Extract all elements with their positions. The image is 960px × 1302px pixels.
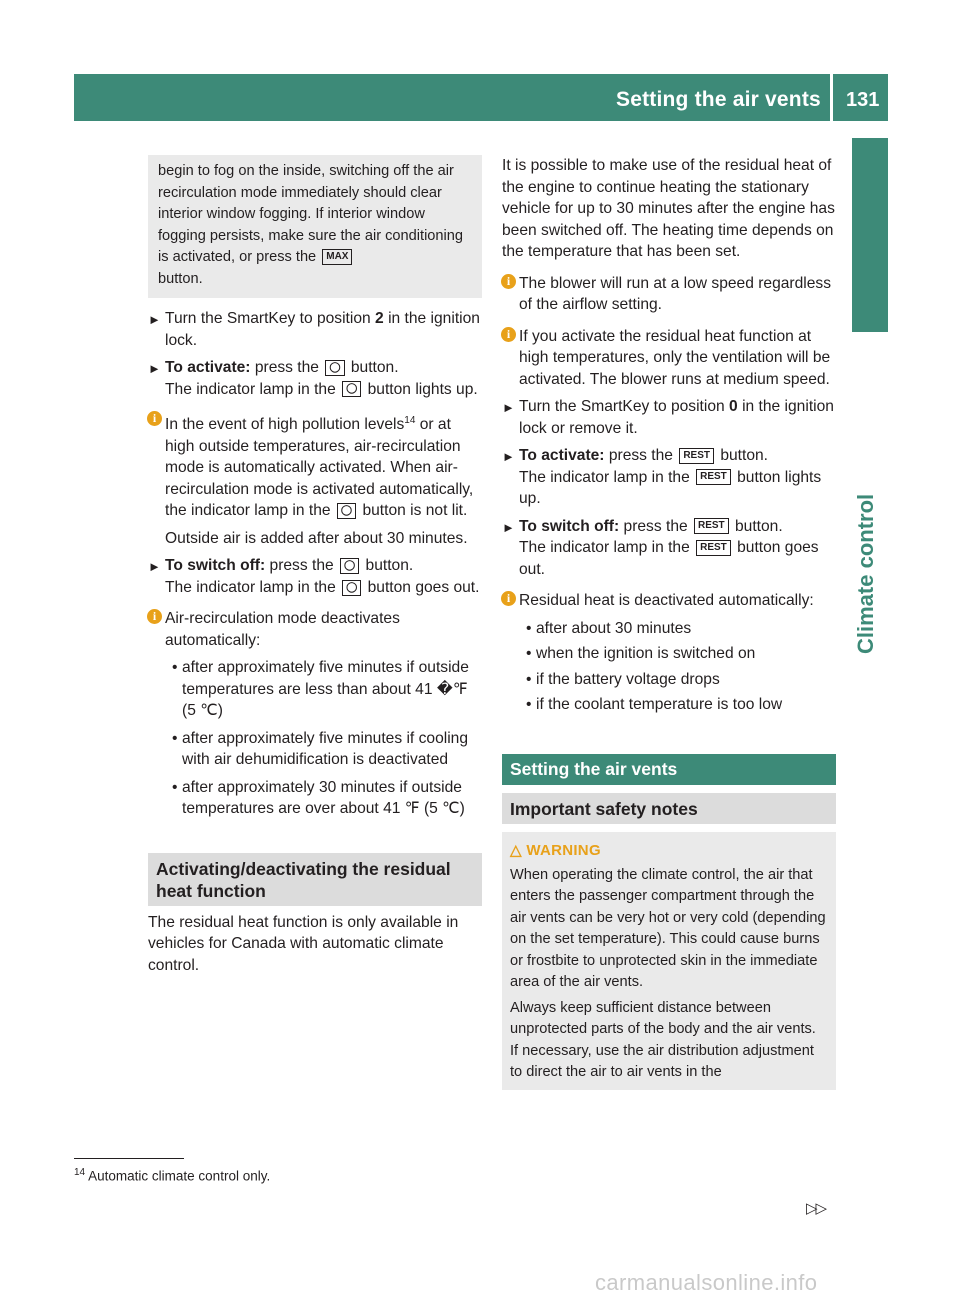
step-turn-key [148, 308, 482, 351]
footnote-rule [74, 1158, 184, 1159]
footnote [74, 1167, 270, 1184]
info-text: Outside air is added after about 30 minutes. [165, 529, 468, 547]
page-number: 131 [846, 89, 880, 111]
info-text: Residual heat is deactivated automatically: [519, 592, 814, 609]
bullet-icon: • [526, 619, 532, 637]
bullet-icon: • [172, 778, 178, 796]
rest-button-icon: REST [694, 518, 729, 534]
side-tab-block [852, 138, 888, 332]
step-text: The indicator lamp in the [165, 380, 341, 398]
warning-box [502, 832, 836, 1090]
info-pollution [148, 410, 482, 522]
warning-title [510, 840, 828, 862]
list-item-text: if the battery voltage drops [536, 670, 720, 688]
right-column [502, 155, 836, 1090]
main-heading: Setting the air vents [502, 754, 836, 786]
warning-paragraph: Always keep sufficient distance between unprotected parts of the body and the air vents. If necessary, use the air distribution adjustment to direct the air to air vents in the [510, 999, 816, 1080]
section-text: The residual heat function is only available in vehicles for Canada with automatic climate control. [148, 913, 459, 974]
step-text: button. [346, 359, 399, 376]
list-item [502, 694, 836, 716]
info-icon: i [501, 274, 516, 289]
info-icon: i [147, 411, 162, 426]
air-recirculation-icon: ◯ [342, 381, 361, 397]
list-item [502, 643, 836, 665]
arrow-icon: ► [502, 400, 515, 415]
continue-arrows-icon: ▷▷ [806, 1200, 826, 1217]
step-text: The indicator lamp in the [519, 539, 695, 556]
step-activate [148, 357, 482, 400]
step-text: button goes out. [519, 539, 819, 578]
air-recirculation-icon: ◯ [340, 558, 359, 574]
info-icon: i [147, 609, 162, 624]
info-text: If you activate the residual heat function at high temperatures, only the ventilation will be activated. The blower runs at medium speed. [519, 327, 831, 388]
section-heading-residual-heat: Activating/deactivating the residual heat function [148, 853, 482, 906]
step-text: press the [265, 557, 338, 575]
page-section-title: Setting the air vents [616, 88, 821, 111]
bullet-icon: • [526, 645, 532, 662]
step-switch-off [148, 555, 482, 598]
bullet-icon: • [172, 729, 178, 747]
list-item [148, 728, 482, 771]
step-text: button. [361, 557, 414, 575]
step-text: press the [619, 517, 692, 535]
list-item [502, 618, 836, 640]
watermark: carmanualsonline.info [595, 1270, 818, 1295]
max-defrost-icon: MAX [322, 249, 352, 265]
arrow-icon: ► [148, 559, 161, 575]
bullet-icon: • [526, 696, 532, 713]
info-blower [502, 273, 836, 316]
side-tab-label: Climate control [853, 493, 878, 654]
info-icon: i [501, 591, 516, 606]
arrow-icon: ► [148, 312, 161, 327]
step-label: To activate: [519, 447, 605, 464]
step-value: 0 [729, 398, 738, 415]
rest-button-icon: REST [696, 540, 731, 556]
bullet-icon: • [526, 670, 532, 688]
note-box-end: button. [158, 270, 203, 287]
list-item [148, 777, 482, 820]
footnote-ref: 14 [404, 415, 416, 426]
list-item [148, 657, 482, 722]
info-text: Air-recirculation mode deactivates automatically: [165, 610, 400, 649]
air-recirculation-icon: ◯ [342, 580, 361, 596]
step-text: button. [730, 517, 783, 535]
step-text: The indicator lamp in the [519, 468, 695, 486]
air-recirculation-icon: ◯ [337, 503, 356, 519]
info-text: In the event of high pollution levels [165, 416, 405, 434]
step-switch-off [502, 516, 836, 581]
info-icon: i [501, 327, 516, 342]
info-high-temp [502, 326, 836, 391]
step-label: To switch off: [165, 557, 266, 575]
list-item-text: after approximately five minutes if outside temperatures are less than about 41 �℉ (5 ℃) [182, 659, 469, 720]
intro-text: It is possible to make use of the residual heat of the engine to continue heating the stationary vehicle for up to 30 minutes after the engine has been switched off. The heating time depends on the temperature that has been set. [502, 157, 835, 260]
air-recirculation-icon: ◯ [325, 360, 344, 376]
list-item-text: after about 30 minutes [536, 619, 692, 637]
note-box [148, 155, 482, 298]
step-text: in the ignition lock or remove it. [519, 398, 834, 437]
info-text: The blower will run at a low speed regardless of the airflow setting. [519, 274, 832, 313]
warning-triangle-icon: △ [510, 842, 522, 859]
step-label: To switch off: [519, 517, 620, 535]
info-text: or at high outside temperatures, air-recirculation mode is automatically activated. When air-recirculation mode is activated automatically, the indicator lamp in the [165, 416, 474, 520]
info-deactivates [148, 608, 482, 651]
warning-paragraph: When operating the climate control, the air that enters the passenger compartment through the air vents can be very hot or very cold (depending on the set temperature). This could cause burns or frostbite to unprotected skin in the immediate area of the air vents. [510, 866, 826, 990]
rest-button-icon: REST [696, 469, 731, 485]
arrow-icon: ► [502, 449, 515, 464]
list-item-text: when the ignition is switched on [536, 645, 756, 662]
rest-button-icon: REST [679, 448, 714, 464]
step-text: press the [250, 359, 324, 376]
bullet-icon: • [172, 659, 178, 677]
arrow-icon: ► [148, 361, 161, 376]
list-item-text: after approximately 30 minutes if outside temperatures are over about 41 ℉ (5 ℃) [182, 778, 465, 818]
step-text: button lights up. [363, 380, 478, 398]
step-text: button. [715, 447, 769, 464]
list-item [502, 669, 836, 691]
arrow-icon: ► [502, 519, 515, 535]
sub-heading: Important safety notes [502, 793, 836, 824]
left-column [148, 155, 482, 976]
list-item-text: if the coolant temperature is too low [536, 696, 783, 713]
list-item-text: after approximately five minutes if cooling with air dehumidification is deactivated [182, 729, 469, 769]
header-divider [830, 74, 833, 121]
step-value: 2 [375, 310, 384, 327]
step-label: To activate: [165, 359, 251, 376]
warning-title-text: WARNING [526, 842, 601, 859]
step-turn-key [502, 396, 836, 439]
step-text: Turn the SmartKey to position [165, 310, 376, 327]
footnote-number: 14 [74, 1167, 86, 1178]
note-box-text: begin to fog on the inside, switching off the air recirculation mode immediately should clear interior window fogging. If interior window fogging persists, make sure the air conditioning is activated, or press the [158, 163, 464, 265]
step-text: button lights up. [519, 468, 822, 507]
info-residual-deactivated [502, 590, 836, 612]
step-text: Turn the SmartKey to position [519, 398, 730, 415]
info-text: button is not lit. [358, 502, 468, 520]
step-text: The indicator lamp in the [165, 578, 341, 596]
info-outside-air [148, 528, 482, 550]
step-text: press the [604, 447, 678, 464]
footnote-text: Automatic climate control only. [88, 1168, 271, 1184]
step-text: in the ignition lock. [165, 310, 480, 349]
step-activate [502, 445, 836, 510]
step-text: button goes out. [363, 578, 480, 596]
